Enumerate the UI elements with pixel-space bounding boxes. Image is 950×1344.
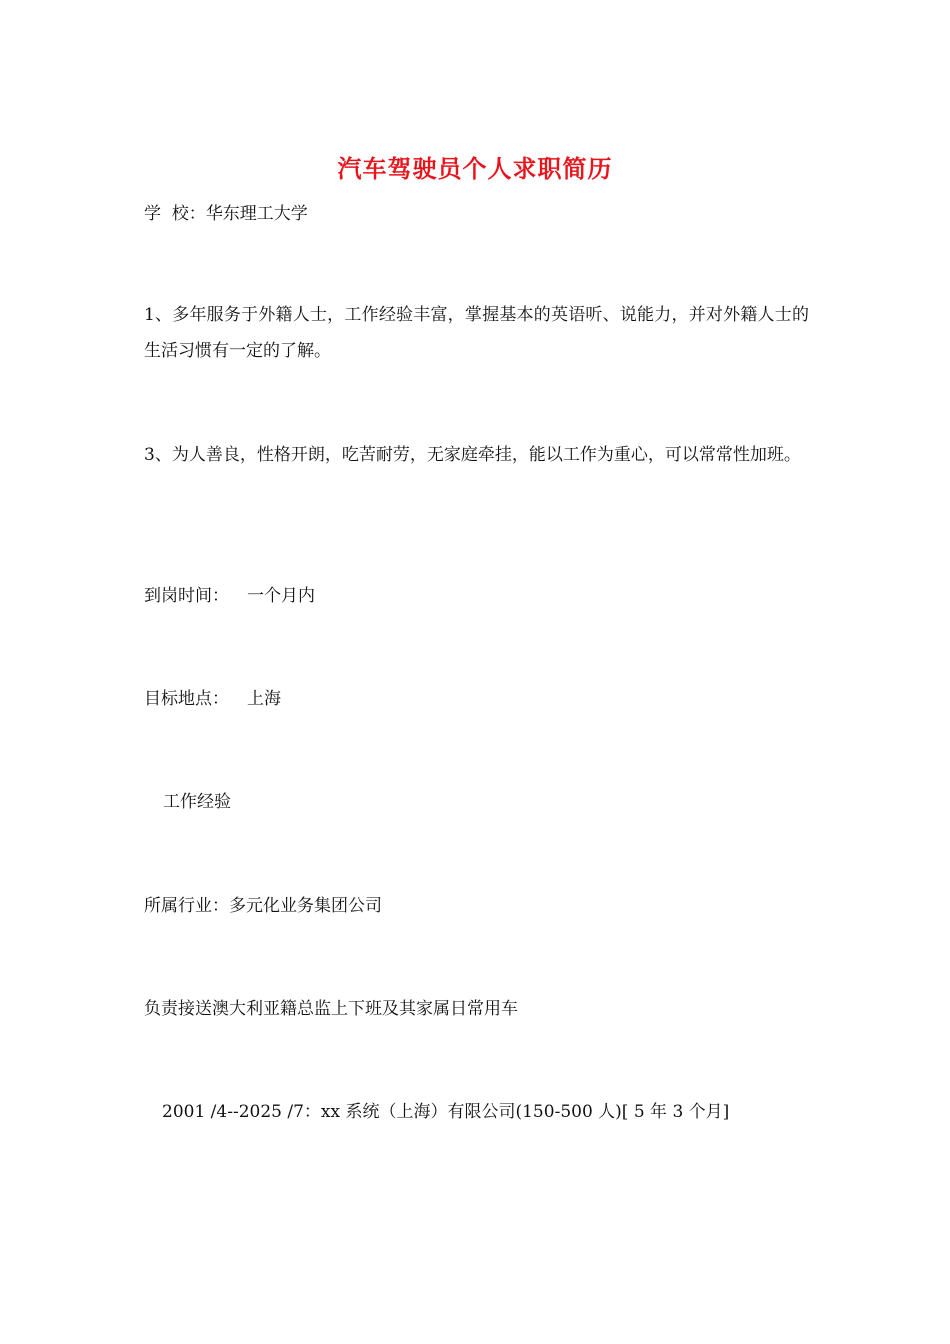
strength-paragraph-1: 1、多年服务于外籍人士，工作经验丰富，掌握基本的英语听、说能力，并对外籍人士的生活习惯有一定的了解。 <box>144 305 809 361</box>
duty-line: 负责接送澳大利亚籍总监上下班及其家属日常用车 <box>144 999 518 1019</box>
industry-label: 所属行业： <box>144 896 229 916</box>
experience-heading: 工作经验 <box>163 792 231 812</box>
arrival-label: 到岗时间： <box>144 586 229 606</box>
industry-value: 多元化业务集团公司 <box>229 896 382 916</box>
industry-line <box>144 888 809 924</box>
school-label: 学 校： <box>144 204 206 224</box>
arrival-line <box>144 578 809 614</box>
document-title: 汽车驾驶员个人求职简历 <box>337 154 613 183</box>
job-entry: 2001 /4--2025 /7：xx 系统（上海）有限公司(150-500 人)[ 5 年 3 个月] <box>162 1102 730 1122</box>
location-label: 目标地点： <box>144 689 229 709</box>
location-line <box>144 681 809 717</box>
strength-paragraph-3: 3、为人善良，性格开朗，吃苦耐劳，无家庭牵挂，能以工作为重心，可以常常性加班。 <box>144 445 801 465</box>
location-value: 上海 <box>247 689 281 709</box>
arrival-value: 一个月内 <box>247 586 315 606</box>
school-value: 华东理工大学 <box>205 204 308 224</box>
school-line <box>144 196 809 232</box>
